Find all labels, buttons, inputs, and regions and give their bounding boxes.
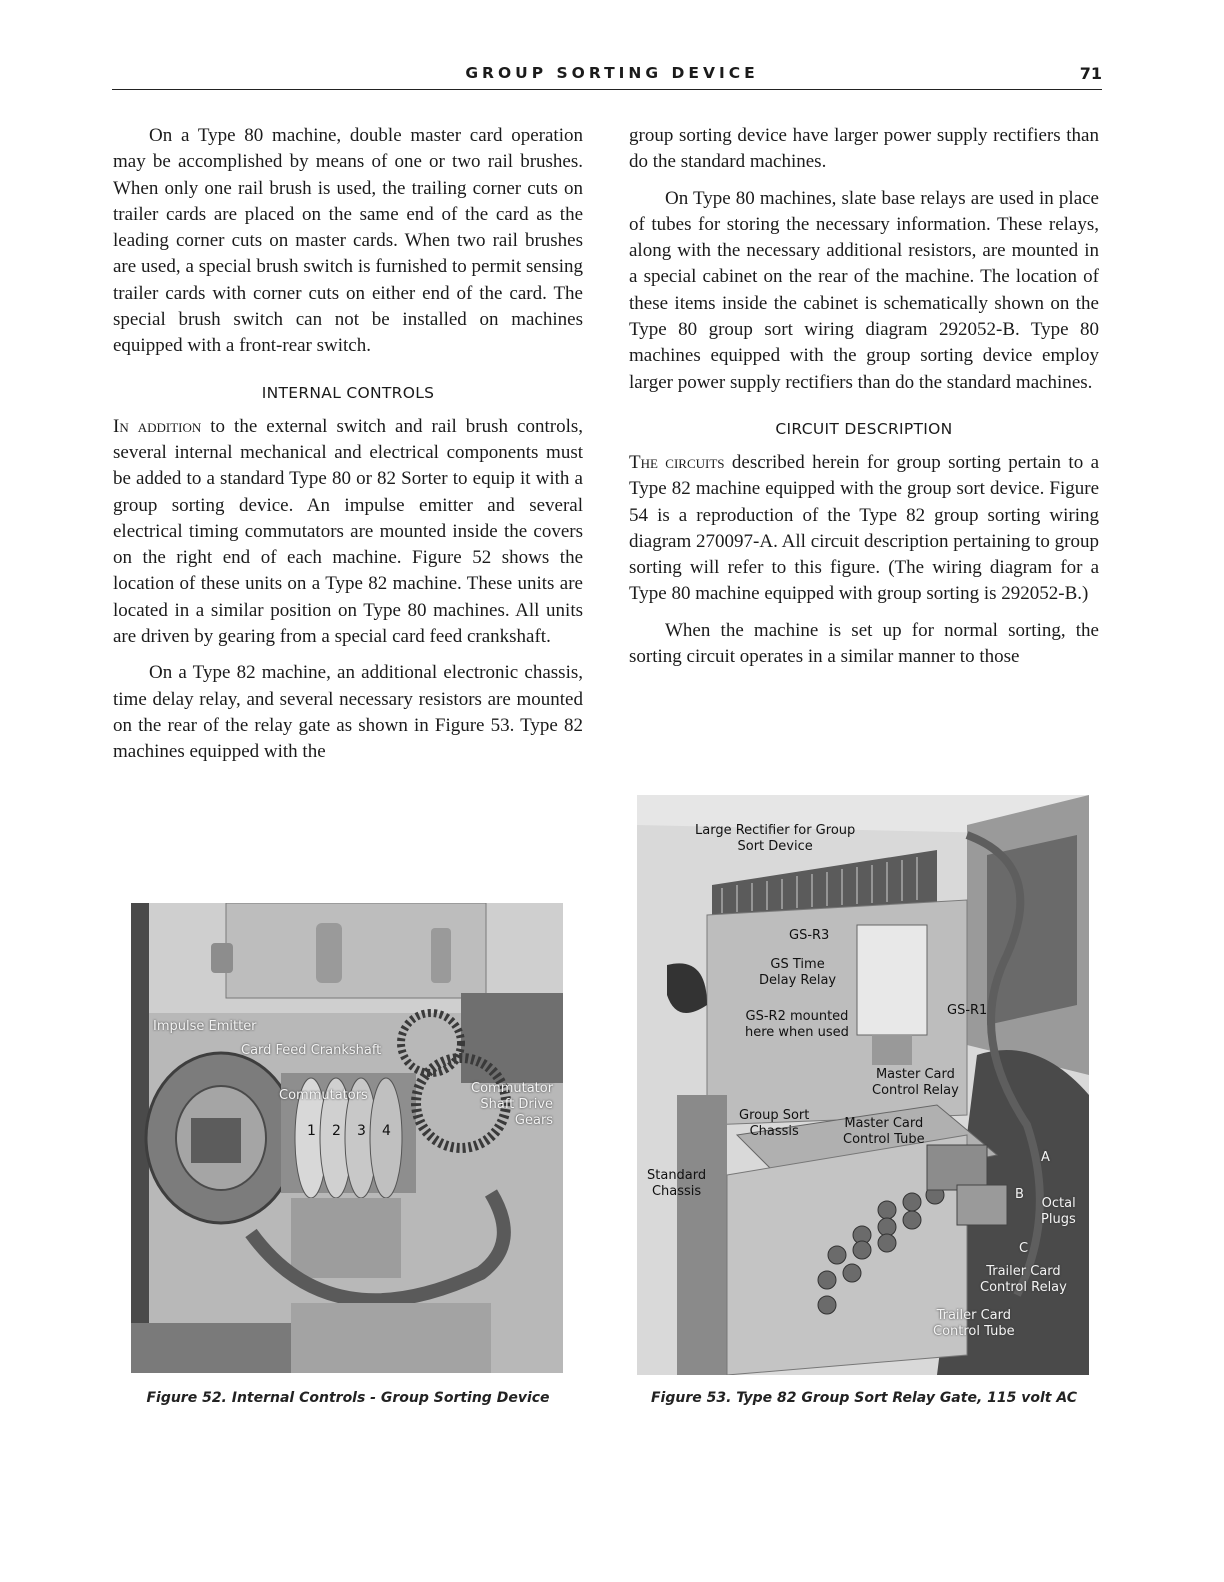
figure-53-caption: Figure 53. Type 82 Group Sort Relay Gate, 115 volt AC <box>650 1390 1078 1406</box>
label-commutators: Commutators <box>279 1088 368 1103</box>
paragraph-slate-base-relays: On Type 80 machines, slate base relays are used in place of tubes for storing the necessary information. These relays, along with the necessary additional resistors, are mounted in a special cabinet on the rear of the machine. The location of these items inside the cabinet is schematically shown on the Type 80 group sort wiring diagram 292052-B. Type 80 machines equipped with the group sorting device employ larger power supply rectifiers than do the standard machines. <box>629 187 1099 393</box>
label-trailer-card-control-tube: Trailer Card Control Tube <box>933 1308 1015 1339</box>
right-column <box>629 123 1099 670</box>
label-plug-a: A <box>1041 1150 1050 1165</box>
paragraph-body: described herein for group sorting pertain to a Type 82 machine equipped with the group sort device. Figure 54 is a reproduction of the Type 82 group sorting wiring diagram 270097-A. All circuit description pertaining to group sorting will refer to this figure. (The wiring diagram for a Type 80 machine equipped with group sorting is 292052-B.) <box>629 451 1099 605</box>
label-commutator-shaft-drive-gears: Commutator Shaft Drive Gears <box>471 1081 554 1128</box>
paragraph-body: to the external switch and rail brush controls, several internal mechanical and electrical components must be added to a standard Type 80 or 82 Sorter to equip it with a group sorting device. An impulse emitter and several electrical timing commutators are mounted inside the covers on the right end of each machine. Figure 52 shows the location of these units on a Type 82 machine. These units are located in a similar position on Type 80 machines. All units are driven by gearing from a special card feed crankshaft. <box>113 415 583 648</box>
paragraph-circuits <box>629 450 1099 608</box>
label-gs-r2: GS-R2 mounted here when used <box>745 1009 849 1040</box>
heading-internal-controls: INTERNAL CONTROLS <box>261 383 435 402</box>
label-gs-r1: GS-R1 <box>947 1003 988 1018</box>
paragraph-double-master-card: On a Type 80 machine, double master card operation may be accomplished by means of one or two rail brushes. When only one rail brush is used, the trailing corner cuts on trailer cards are placed on the same end of the card as the leading corner cuts on master cards. When two rail brushes are used, a special brush switch is furnished to permit sensing trailer cards with corner cuts on either end of the card. The special brush switch can not be installed on machines equipped with a front-rear switch. <box>113 125 583 357</box>
running-header-title: GROUP SORTING DEVICE <box>465 64 759 82</box>
label-card-feed-crankshaft: Card Feed Crankshaft <box>241 1043 382 1058</box>
figure-52-photo <box>131 903 563 1373</box>
paragraph-normal-sorting: When the machine is set up for normal sorting, the sorting circuit operates in a similar manner to those <box>629 619 1099 668</box>
label-trailer-card-control-relay: Trailer Card Control Relay <box>980 1264 1067 1295</box>
label-standard-chassis: Standard Chassis <box>647 1168 707 1199</box>
paragraph-type-82-chassis: On a Type 82 machine, an additional electronic chassis, time delay relay, and several necessary resistors are mounted on the rear of the relay gate as shown in Figure 53. Type 82 machines equipped with the <box>113 662 583 763</box>
label-commutator-1: 1 <box>307 1123 316 1139</box>
label-commutator-3: 3 <box>357 1123 366 1139</box>
label-large-rectifier: Large Rectifier for Group Sort Device <box>695 823 856 854</box>
label-gs-r3: GS-R3 <box>789 928 830 943</box>
figure-52-caption: Figure 52. Internal Controls - Group Sorting Device <box>146 1390 550 1406</box>
paragraph-lead-in: In addition <box>113 415 202 437</box>
label-master-card-control-relay: Master Card Control Relay <box>872 1067 959 1098</box>
label-plug-c: C <box>1019 1241 1029 1256</box>
label-octal-plugs: Octal Plugs <box>1041 1196 1076 1227</box>
label-commutator-2: 2 <box>332 1123 341 1139</box>
page-number: 71 <box>1079 64 1102 83</box>
label-impulse-emitter: Impulse Emitter <box>153 1019 257 1034</box>
left-column <box>113 123 583 766</box>
heading-circuit-description: CIRCUIT DESCRIPTION <box>775 419 953 438</box>
label-group-sort-chassis: Group Sort Chassis <box>739 1108 810 1139</box>
paragraph-lead-in: The circuits <box>629 451 725 473</box>
label-gs-time-delay-relay: GS Time Delay Relay <box>759 957 837 988</box>
header-rule <box>112 89 1102 90</box>
figure-53-photo <box>637 795 1089 1375</box>
label-commutator-4: 4 <box>382 1123 391 1139</box>
label-master-card-control-tube: Master Card Control Tube <box>843 1116 925 1147</box>
paragraph-internal-controls <box>113 414 583 651</box>
label-plug-b: B <box>1015 1187 1024 1202</box>
paragraph-rectifiers: group sorting device have larger power supply rectifiers than do the standard machines. <box>629 125 1099 173</box>
